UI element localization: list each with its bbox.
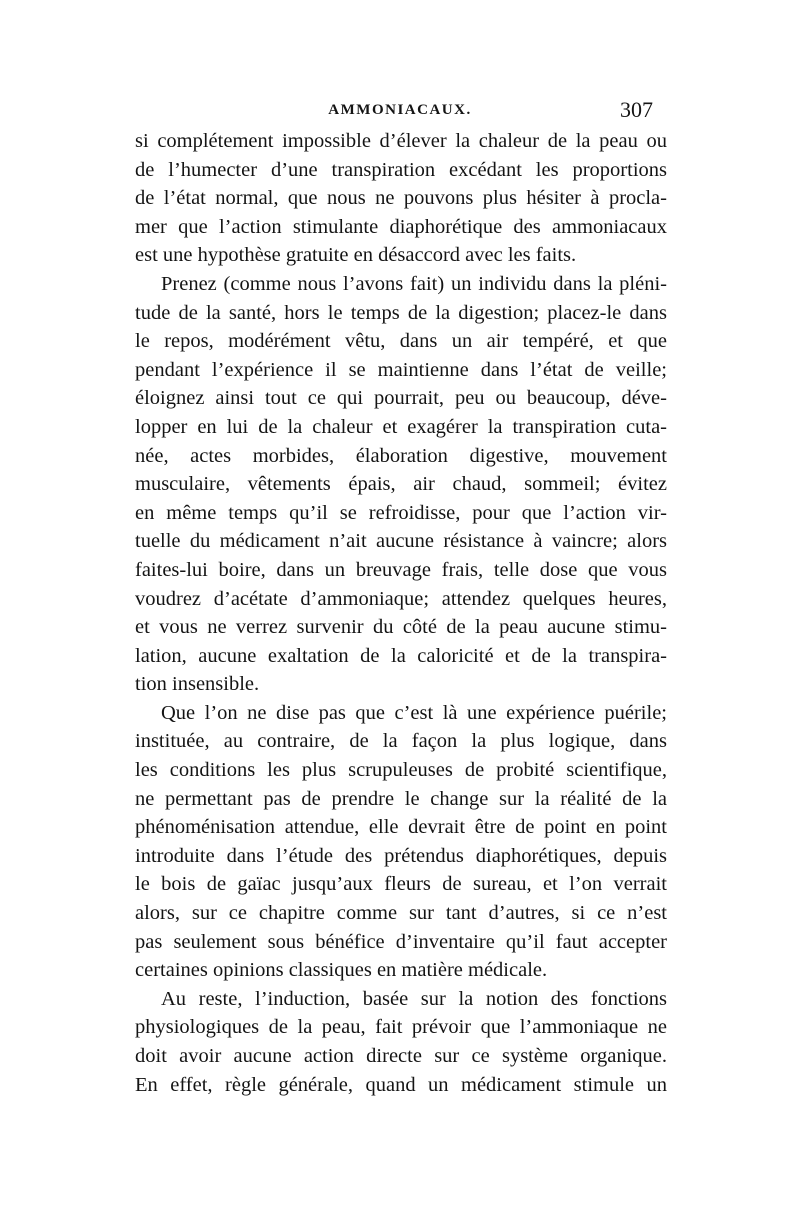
text-body	[135, 127, 667, 1099]
running-head	[135, 95, 665, 125]
text-line: est une hypothèse gratuite en désaccord avec les faits.	[135, 244, 577, 267]
text-line: faites-lui boire, dans un breuvage frais, telle dose que vous	[135, 558, 667, 581]
paragraph-2	[135, 270, 667, 699]
text-line: phénoménisation attendue, elle devrait être de point en point	[135, 816, 667, 839]
text-line: introduite dans l’étude des prétendus diaphorétiques, depuis	[135, 844, 667, 867]
page-number: 307	[620, 97, 653, 122]
text-line: voudrez d’acétate d’ammoniaque; attendez quelques heures,	[135, 587, 667, 610]
text-line: pendant l’expérience il se maintienne dans l’état de veille;	[135, 358, 667, 381]
text-line: En effet, règle générale, quand un médicament stimule un	[135, 1073, 667, 1096]
text-line: Que l’on ne dise pas que c’est là une expérience puérile;	[161, 701, 667, 724]
running-title: AMMONIACAUX.	[328, 102, 472, 118]
text-line: de l’état normal, que nous ne pouvons plus hésiter à procla-	[135, 187, 667, 210]
text-line: certaines opinions classiques en matière médicale.	[135, 959, 548, 982]
text-line: et vous ne verrez survenir du côté de la peau aucune stimu-	[135, 616, 667, 639]
text-line: lopper en lui de la chaleur et exagérer la transpiration cuta-	[135, 415, 667, 438]
text-line: en même temps qu’il se refroidisse, pour que l’action vir-	[135, 501, 667, 524]
text-line: le bois de gaïac jusqu’aux fleurs de sureau, et l’on verrait	[135, 873, 667, 896]
text-line: mer que l’action stimulante diaphorétique des ammoniacaux	[135, 215, 667, 238]
paragraph-1	[135, 127, 667, 270]
text-line: musculaire, vêtements épais, air chaud, sommeil; évitez	[135, 473, 667, 496]
paragraph-3	[135, 699, 667, 985]
text-line: physiologiques de la peau, fait prévoir que l’ammoniaque ne	[135, 1016, 667, 1039]
text-line: Au reste, l’induction, basée sur la notion des fonctions	[161, 987, 667, 1010]
text-line: tion insensible.	[135, 673, 260, 696]
text-line: de l’humecter d’une transpiration excédant les proportions	[135, 158, 667, 181]
text-line: tuelle du médicament n’ait aucune résistance à vaincre; alors	[135, 530, 667, 553]
text-line: pas seulement sous bénéfice d’inventaire qu’il faut accepter	[135, 930, 667, 953]
text-line: si complétement impossible d’élever la chaleur de la peau ou	[135, 130, 667, 152]
text-line: éloignez ainsi tout ce qui pourrait, peu ou beaucoup, déve-	[135, 387, 667, 410]
text-line: le repos, modérément vêtu, dans un air tempéré, et que	[135, 330, 667, 353]
text-line: Prenez (comme nous l’avons fait) un individu dans la pléni-	[161, 272, 667, 295]
text-line: ne permettant pas de prendre le change sur la réalité de la	[135, 787, 667, 810]
text-line: lation, aucune exaltation de la caloricité et de la transpira-	[135, 644, 667, 667]
text-line: les conditions les plus scrupuleuses de probité scientifique,	[135, 759, 667, 782]
text-line: tude de la santé, hors le temps de la digestion; placez-le dans	[135, 301, 667, 324]
text-line: doit avoir aucune action directe sur ce système organique.	[135, 1045, 667, 1067]
text-line: alors, sur ce chapitre comme sur tant d’autres, si ce n’est	[135, 902, 667, 925]
text-line: instituée, au contraire, de la façon la plus logique, dans	[135, 730, 667, 753]
text-line: née, actes morbides, élaboration digestive, mouvement	[135, 444, 667, 467]
paragraph-4	[135, 985, 667, 1099]
